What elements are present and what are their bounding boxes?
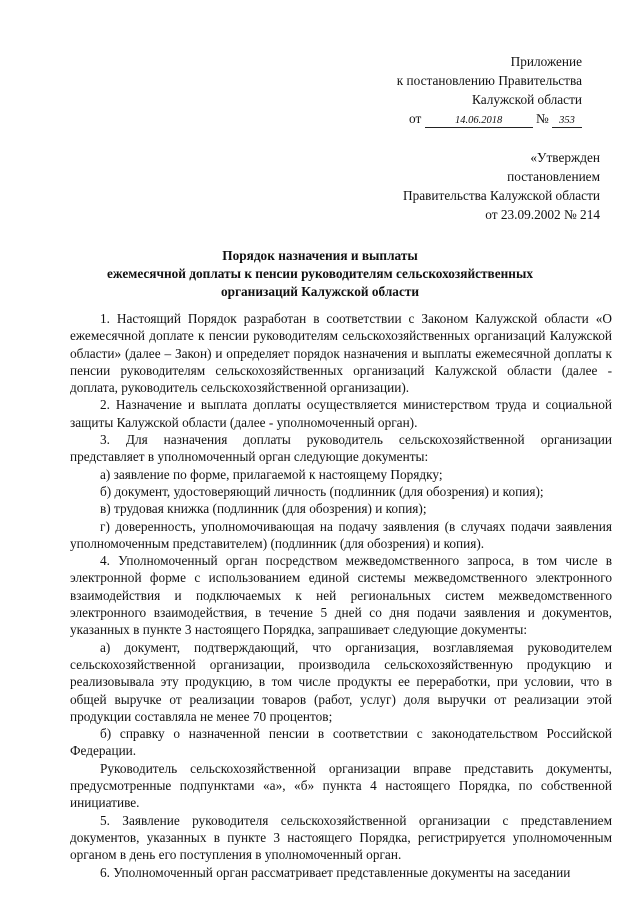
document-body	[70, 310, 612, 881]
paragraph: в) трудовая книжка (подлинник (для обозрения) и копия);	[100, 501, 427, 517]
paragraph: 4. Уполномоченный орган посредством межведомственного запроса, в том числе в электронной форме с использованием единой системы межведомственного электронного взаимодействия и подключаемых к ней региональных систем межведомственного электронного взаимодействия, в течение 5 дней со дня подачи заявления и документов, указанных в пункте 3 настоящего Порядка, запрашивает следующие документы:	[70, 553, 612, 638]
document-title	[70, 247, 570, 301]
paragraph: а) заявление по форме, прилагаемой к настоящему Порядку;	[100, 466, 443, 482]
appendix-line-3: Калужской области	[472, 92, 582, 107]
paragraph: г) доверенность, уполномочивающая на подачу заявления (в случаях подачи заявления уполномоченным представителем) (подлинник (для обозрения) и копия).	[70, 518, 612, 551]
decree-date: 14.06.2018	[425, 115, 533, 128]
title-line-3: организаций Калужской области	[220, 284, 420, 299]
approved-line-4: от 23.09.2002 № 214	[485, 207, 600, 222]
paragraph: а) документ, подтверждающий, что организация, возглавляемая руководителем сельскохозяйственной организации, производила сельскохозяйственную продукцию и реализовывала эту продукцию, в том числе продукты ее переработки, при условии, что в общей выручке от реализации товаров (работ, услуг) доля выручки от реализации этой продукции составляла не менее 70 процентов;	[70, 639, 612, 724]
title-line-1: Порядок назначения и выплаты	[222, 248, 418, 263]
paragraph: Руководитель сельскохозяйственной организации вправе представить документы, предусмотренные подпунктами «а», «б» пункта 4 настоящего Порядка, по собственной инициативе.	[70, 760, 612, 811]
appendix-line-2: к постановлению Правительства	[396, 73, 582, 88]
appendix-header	[322, 52, 582, 128]
approved-block	[340, 148, 600, 224]
decree-number: 353	[552, 115, 582, 128]
approved-line-3: Правительства Калужской области	[403, 188, 600, 203]
paragraph: 6. Уполномоченный орган рассматривает представленные документы на заседании	[100, 864, 571, 880]
paragraph: б) справку о назначенной пенсии в соответствии с законодательством Российской Федерации.	[70, 726, 612, 759]
title-line-2: ежемесячной доплаты к пенсии руководителям сельскохозяйственных	[107, 266, 533, 281]
paragraph: 1. Настоящий Порядок разработан в соответствии с Законом Калужской области «О ежемесячной доплате к пенсии руководителям сельскохозяйственных организаций Калужской области» (далее – Закон) и определяет порядок назначения и выплаты ежемесячной доплаты к пенсии руководителям сельскохозяйственных организаций Калужской области (далее - доплата, руководитель сельскохозяйственной организации).	[70, 311, 612, 396]
paragraph: б) документ, удостоверяющий личность (подлинник (для обозрения) и копия);	[100, 483, 544, 499]
paragraph: 2. Назначение и выплата доплаты осуществляется министерством труда и социальной защиты Калужской области (далее - уполномоченный орган).	[70, 397, 612, 430]
date-prefix: от	[409, 111, 422, 126]
number-prefix: №	[535, 111, 549, 126]
paragraph: 5. Заявление руководителя сельскохозяйственной организации с представлением документов, указанных в пункте 3 настоящего Порядка, регистрируется уполномоченным органом в день его поступления в уполномоченный орган.	[70, 812, 612, 863]
approved-line-2: постановлением	[507, 169, 600, 184]
paragraph: 3. Для назначения доплаты руководитель сельскохозяйственной организации представляет в уполномоченный орган следующие документы:	[70, 432, 612, 465]
approved-line-1: «Утвержден	[530, 150, 600, 165]
appendix-line-1: Приложение	[510, 54, 582, 69]
appendix-date-line	[322, 109, 582, 128]
